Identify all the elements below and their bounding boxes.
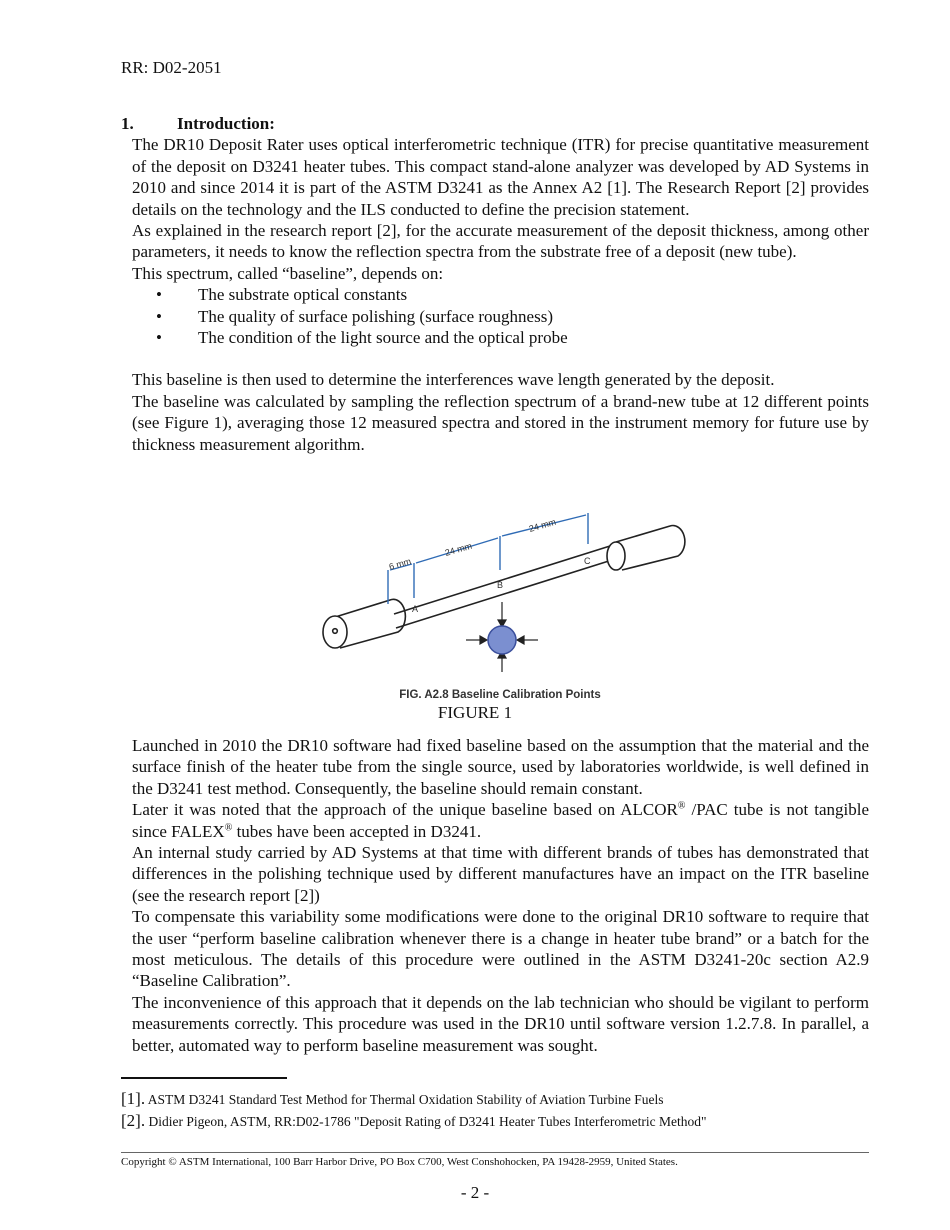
bullet-icon: • xyxy=(156,306,162,326)
history-paragraph-3: An internal study carried by AD Systems at that time with different brands of tubes has demonstrated that differences in the polishing technique used by different manufactures have an impact on the ITR baseline (see the research report [2]) xyxy=(132,843,869,905)
footnote-separator xyxy=(121,1077,287,1079)
footer-separator xyxy=(121,1152,869,1153)
baseline-calibration-figure xyxy=(310,508,690,706)
intro-paragraph-5: The baseline was calculated by sampling the reflection spectrum of a brand-new tube at 12 different points (see Figure 1), averaging those 12 measured spectra and stored in the instrument memory for future use by thickness measurement algorithm. xyxy=(132,391,869,454)
page-number: - 2 - xyxy=(460,1183,490,1202)
registered-mark: ® xyxy=(677,800,686,812)
intro-paragraph-3: This spectrum, called “baseline”, depends on: xyxy=(132,263,444,283)
list-item: • The condition of the light source and the optical probe xyxy=(156,328,568,348)
list-item: • The quality of surface polishing (surface roughness) xyxy=(156,306,553,326)
intro-paragraph-1: The DR10 Deposit Rater uses optical interferometric technique (ITR) for precise quantitative measurement of the deposit on D3241 heater tubes. This compact stand-alone analyzer was developed by AD Systems in 2010 and since 2014 it is part of the ASTM D3241 as the Annex A2 [1]. The Research Report [2] provides details on the technology and the ILS conducted to define the precision statement. xyxy=(132,135,869,219)
list-item: • The substrate optical constants xyxy=(156,285,408,305)
tube-right-face xyxy=(607,542,625,570)
copyright-notice: Copyright © ASTM International, 100 Barr Harbor Drive, PO Box C700, West Conshohocken, PA 19428-2959, United States. xyxy=(121,1156,678,1168)
history-paragraph-5: The inconvenience of this approach that it depends on the lab technician who should be vigilant to perform measurements correctly. This procedure was used in the DR10 until software version 1.2.7.8. In parallel, a better, automated way to perform baseline measurement was sought. xyxy=(132,992,869,1055)
registered-mark: ® xyxy=(224,821,233,833)
point-a-label: A xyxy=(412,604,419,614)
tube-right-end xyxy=(616,526,685,570)
dim-6mm-label: 6 mm xyxy=(387,556,413,572)
point-c-label: C xyxy=(584,556,591,566)
tube-left-face xyxy=(323,616,347,648)
bullet-icon: • xyxy=(156,285,162,305)
history-paragraph-4: To compensate this variability some modifications were done to the original DR10 software to require that the user “perform baseline calibration whenever there is a change in heater tube brand” or a batch for the most meticulous. The details of this procedure were outlined in the ASTM D3241-20c section A2.9 “Baseline Calibration”. xyxy=(132,907,869,991)
history-paragraph-1: Launched in 2010 the DR10 software had fixed baseline based on the assumption that the material and the surface finish of the heater tube from the single source, used by laboratories worldwide, is well defined in the D3241 test method. Consequently, the baseline should remain constant. xyxy=(132,736,869,798)
history-paragraph-2: Later it was noted that the approach of the unique baseline based on ALCOR® /PAC tube is not tangible since FALEX® tubes have been accepted in D3241. xyxy=(132,800,869,841)
figure-caption: FIGURE 1 xyxy=(437,703,513,722)
footnotes xyxy=(121,1088,707,1132)
footnote: [1]. ASTM D3241 Standard Test Method for Thermal Oxidation Stability of Aviation Turbine Fuels xyxy=(121,1089,664,1108)
introduction-section xyxy=(121,113,869,455)
dim-24mm-label-2: 24 mm xyxy=(527,516,558,534)
intro-paragraph-4: This baseline is then used to determine the interferences wave length generated by the deposit. xyxy=(132,370,775,390)
history-section xyxy=(132,735,869,1056)
section-number: 1. xyxy=(121,114,134,133)
figure-inner-caption: FIG. A2.8 Baseline Calibration Points xyxy=(399,689,601,701)
baseline-dependency-list xyxy=(132,284,869,348)
intro-paragraph-2: As explained in the research report [2], for the accurate measurement of the deposit thickness, among other parameters, it needs to know the reflection spectra from the substrate free of a deposit (new tube). xyxy=(132,221,869,262)
section-title: Introduction: xyxy=(177,114,275,133)
dim-24mm-label-1: 24 mm xyxy=(443,540,474,558)
dimension-lines xyxy=(388,513,588,604)
bullet-icon: • xyxy=(156,328,162,348)
cross-section-marker xyxy=(488,626,516,654)
section-heading xyxy=(121,113,869,134)
point-b-label: B xyxy=(497,580,504,590)
intro-body xyxy=(132,134,869,455)
footnote: [2]. Didier Pigeon, ASTM, RR:D02-1786 "Deposit Rating of D3241 Heater Tubes Interferometric Method" xyxy=(121,1111,707,1130)
report-id: RR: D02-2051 xyxy=(121,58,222,77)
